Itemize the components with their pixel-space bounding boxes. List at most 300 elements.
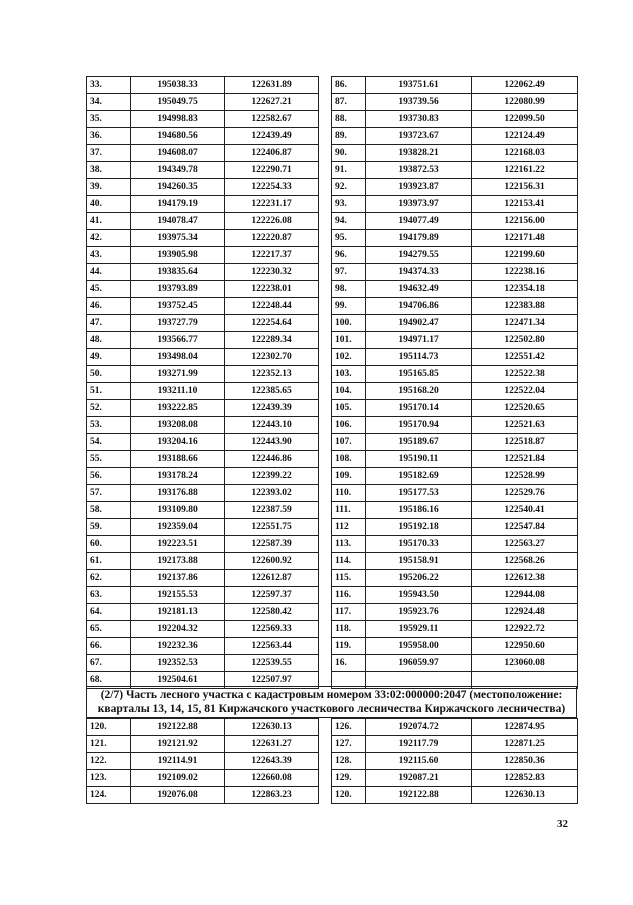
coordinate-y-cell: 122597.37: [225, 587, 319, 604]
table-row: [87, 179, 319, 196]
point-number-cell: 93.: [332, 196, 366, 213]
coordinate-x-cell: 194680.56: [131, 128, 225, 145]
coordinate-x-cell: 195170.14: [366, 400, 472, 417]
coordinate-y-cell: 122587.39: [225, 536, 319, 553]
coordinate-x-cell: 192232.36: [131, 638, 225, 655]
coordinate-x-cell: 192204.32: [131, 621, 225, 638]
point-number-cell: 124.: [87, 787, 131, 804]
coordinate-x-cell: 195206.22: [366, 570, 472, 587]
coordinate-x-cell: 194260.35: [131, 179, 225, 196]
coordinate-x-cell: 193730.83: [366, 111, 472, 128]
point-number-cell: 40.: [87, 196, 131, 213]
point-number-cell: 52.: [87, 400, 131, 417]
coordinate-y-cell: 122443.10: [225, 417, 319, 434]
point-number-cell: 110.: [332, 485, 366, 502]
table-row: [332, 213, 578, 230]
coordinate-x-cell: 193566.77: [131, 332, 225, 349]
coordinate-x-cell: 195049.75: [131, 94, 225, 111]
point-number-cell: 51.: [87, 383, 131, 400]
table-row: [87, 332, 319, 349]
coordinate-x-cell: 195165.85: [366, 366, 472, 383]
coordinate-x-cell: 193271.99: [131, 366, 225, 383]
coordinate-x-cell: 194349.78: [131, 162, 225, 179]
coordinate-y-cell: 122922.72: [472, 621, 578, 638]
coordinate-x-cell: 195958.00: [366, 638, 472, 655]
point-number-cell: 123.: [87, 770, 131, 787]
coordinates-table-top-right: [331, 76, 578, 689]
table-row: [87, 400, 319, 417]
table-row: [87, 349, 319, 366]
point-number-cell: 44.: [87, 264, 131, 281]
coordinate-y-cell: 122443.90: [225, 434, 319, 451]
coordinate-y-cell: 122529.76: [472, 485, 578, 502]
coordinate-x-cell: 195192.18: [366, 519, 472, 536]
table-row: [332, 451, 578, 468]
coordinate-x-cell: 193211.10: [131, 383, 225, 400]
point-number-cell: 41.: [87, 213, 131, 230]
point-number-cell: 127.: [332, 736, 366, 753]
coordinate-y-cell: 122226.08: [225, 213, 319, 230]
point-number-cell: 122.: [87, 753, 131, 770]
coordinate-x-cell: 195158.91: [366, 553, 472, 570]
table-row: [332, 434, 578, 451]
point-number-cell: 59.: [87, 519, 131, 536]
table-row: [332, 536, 578, 553]
point-number-cell: 103.: [332, 366, 366, 383]
coordinate-x-cell: 193498.04: [131, 349, 225, 366]
coordinate-y-cell: 122547.84: [472, 519, 578, 536]
coordinate-y-cell: 122161.22: [472, 162, 578, 179]
point-number-cell: 49.: [87, 349, 131, 366]
coordinate-y-cell: 122568.26: [472, 553, 578, 570]
coordinate-x-cell: 193176.88: [131, 485, 225, 502]
coordinate-x-cell: 194902.47: [366, 315, 472, 332]
coordinate-y-cell: 122630.13: [225, 719, 319, 736]
coordinate-x-cell: 192181.13: [131, 604, 225, 621]
coordinate-y-cell: 122393.02: [225, 485, 319, 502]
point-number-cell: 50.: [87, 366, 131, 383]
coordinate-y-cell: 122220.87: [225, 230, 319, 247]
point-number-cell: 109.: [332, 468, 366, 485]
point-number-cell: 61.: [87, 553, 131, 570]
coordinate-y-cell: 122354.18: [472, 281, 578, 298]
table-row: [332, 383, 578, 400]
coordinate-y-cell: 122521.63: [472, 417, 578, 434]
coordinate-y-cell: 122352.13: [225, 366, 319, 383]
table-row: [332, 230, 578, 247]
coordinate-x-cell: 193188.66: [131, 451, 225, 468]
coordinate-y-cell: 122099.50: [472, 111, 578, 128]
coordinate-y-cell: 122944.08: [472, 587, 578, 604]
coordinate-y-cell: 122153.41: [472, 196, 578, 213]
point-number-cell: 54.: [87, 434, 131, 451]
section-caption: (2/7) Часть лесного участка с кадастровым номером 33:02:000000:2047 (местоположение: кварталы 13, 14, 15, 81 Киржачского участкового лесничества Киржачского лесничества): [86, 686, 577, 718]
point-number-cell: 46.: [87, 298, 131, 315]
table-row: [87, 281, 319, 298]
table-row: [332, 281, 578, 298]
coordinates-table-top-left: [86, 76, 319, 689]
point-number-cell: 90.: [332, 145, 366, 162]
table-row: [87, 315, 319, 332]
coordinate-y-cell: 122254.33: [225, 179, 319, 196]
table-row: [87, 502, 319, 519]
coordinate-x-cell: 193872.53: [366, 162, 472, 179]
table-row: [87, 213, 319, 230]
coordinate-x-cell: 192074.72: [366, 719, 472, 736]
table-row: [87, 787, 319, 804]
coordinate-x-cell: 192114.91: [131, 753, 225, 770]
point-number-cell: 48.: [87, 332, 131, 349]
table-row: [87, 638, 319, 655]
point-number-cell: 102.: [332, 349, 366, 366]
coordinates-table-bottom-left: [86, 718, 319, 804]
coordinate-y-cell: 123060.08: [472, 655, 578, 672]
coordinate-x-cell: 193975.34: [131, 230, 225, 247]
table-row: [332, 145, 578, 162]
table-row: [332, 247, 578, 264]
coordinate-x-cell: 195177.53: [366, 485, 472, 502]
coordinate-y-cell: 122924.48: [472, 604, 578, 621]
point-number-cell: 45.: [87, 281, 131, 298]
coordinate-y-cell: 122439.49: [225, 128, 319, 145]
point-number-cell: 88.: [332, 111, 366, 128]
coordinate-y-cell: 122502.80: [472, 332, 578, 349]
coordinate-x-cell: 195190.11: [366, 451, 472, 468]
coordinate-x-cell: 192137.86: [131, 570, 225, 587]
coordinate-x-cell: 195923.76: [366, 604, 472, 621]
point-number-cell: 68.: [87, 672, 131, 689]
table-row: [332, 719, 578, 736]
coordinate-x-cell: 192117.79: [366, 736, 472, 753]
coordinate-y-cell: 122168.03: [472, 145, 578, 162]
coordinate-x-cell: 193222.85: [131, 400, 225, 417]
table-row: [332, 753, 578, 770]
table-row: [87, 604, 319, 621]
table-row: [87, 366, 319, 383]
coordinate-y-cell: 122569.33: [225, 621, 319, 638]
table-row: [87, 94, 319, 111]
coordinate-y-cell: 122551.75: [225, 519, 319, 536]
coordinate-x-cell: 192155.53: [131, 587, 225, 604]
point-number-cell: 113.: [332, 536, 366, 553]
table-row: [87, 145, 319, 162]
point-number-cell: 33.: [87, 77, 131, 94]
point-number-cell: 126.: [332, 719, 366, 736]
coordinate-x-cell: 192122.88: [131, 719, 225, 736]
coordinate-y-cell: 122254.64: [225, 315, 319, 332]
coordinate-y-cell: 122643.39: [225, 753, 319, 770]
table-row: [332, 468, 578, 485]
table-row: [332, 787, 578, 804]
table-row: [332, 162, 578, 179]
coordinate-x-cell: 195170.33: [366, 536, 472, 553]
coordinate-x-cell: 192076.08: [131, 787, 225, 804]
table-row: [332, 366, 578, 383]
coordinate-y-cell: 122238.01: [225, 281, 319, 298]
coordinate-x-cell: 193905.98: [131, 247, 225, 264]
coordinate-y-cell: 122507.97: [225, 672, 319, 689]
table-row: [332, 570, 578, 587]
coordinate-y-cell: 122563.44: [225, 638, 319, 655]
point-number-cell: 38.: [87, 162, 131, 179]
point-number-cell: 65.: [87, 621, 131, 638]
coordinate-y-cell: 122612.87: [225, 570, 319, 587]
point-number-cell: 128.: [332, 753, 366, 770]
coordinate-x-cell: 193751.61: [366, 77, 472, 94]
page-number: 32: [557, 818, 568, 830]
coordinate-x-cell: 193752.45: [131, 298, 225, 315]
coordinate-x-cell: 195186.16: [366, 502, 472, 519]
point-number-cell: 53.: [87, 417, 131, 434]
coordinate-y-cell: 122660.08: [225, 770, 319, 787]
coordinate-y-cell: 122289.34: [225, 332, 319, 349]
coordinate-y-cell: 122231.17: [225, 196, 319, 213]
coordinate-y-cell: 122627.21: [225, 94, 319, 111]
point-number-cell: 37.: [87, 145, 131, 162]
coordinate-y-cell: 122850.36: [472, 753, 578, 770]
table-row: [87, 162, 319, 179]
coordinate-y-cell: 122156.31: [472, 179, 578, 196]
table-row: [332, 553, 578, 570]
coordinate-x-cell: 195168.20: [366, 383, 472, 400]
point-number-cell: 66.: [87, 638, 131, 655]
coordinate-x-cell: 192173.88: [131, 553, 225, 570]
coordinate-y-cell: 122385.65: [225, 383, 319, 400]
point-number-cell: 104.: [332, 383, 366, 400]
table-row: [332, 519, 578, 536]
coordinate-y-cell: 122582.67: [225, 111, 319, 128]
point-number-cell: 95.: [332, 230, 366, 247]
table-row: [87, 128, 319, 145]
point-number-cell: 121.: [87, 736, 131, 753]
table-row: [87, 77, 319, 94]
coordinate-y-cell: 122080.99: [472, 94, 578, 111]
coordinate-y-cell: 122062.49: [472, 77, 578, 94]
coordinate-x-cell: 193109.80: [131, 502, 225, 519]
point-number-cell: 62.: [87, 570, 131, 587]
point-number-cell: 106.: [332, 417, 366, 434]
table-row: [332, 485, 578, 502]
point-number-cell: 100.: [332, 315, 366, 332]
point-number-cell: 86.: [332, 77, 366, 94]
coordinate-y-cell: 122406.87: [225, 145, 319, 162]
point-number-cell: 56.: [87, 468, 131, 485]
table-row: [87, 655, 319, 672]
coordinate-y-cell: 122852.83: [472, 770, 578, 787]
table-row: [332, 638, 578, 655]
coordinate-y-cell: 122230.32: [225, 264, 319, 281]
point-number-cell: 57.: [87, 485, 131, 502]
table-row: [87, 770, 319, 787]
coordinate-y-cell: 122539.55: [225, 655, 319, 672]
coordinate-x-cell: 193793.89: [131, 281, 225, 298]
coordinate-x-cell: 195038.33: [131, 77, 225, 94]
point-number-cell: 112: [332, 519, 366, 536]
table-row: [332, 770, 578, 787]
table-row: [332, 400, 578, 417]
coordinate-y-cell: 122600.92: [225, 553, 319, 570]
table-row: [87, 553, 319, 570]
point-number-cell: 64.: [87, 604, 131, 621]
coordinate-x-cell: 195943.50: [366, 587, 472, 604]
point-number-cell: 16.: [332, 655, 366, 672]
point-number-cell: 91.: [332, 162, 366, 179]
table-row: [332, 315, 578, 332]
coordinate-x-cell: 196059.97: [366, 655, 472, 672]
point-number-cell: 120.: [332, 787, 366, 804]
table-row: [87, 196, 319, 213]
coordinate-x-cell: 193178.24: [131, 468, 225, 485]
point-number-cell: 114.: [332, 553, 366, 570]
coordinate-y-cell: 122446.86: [225, 451, 319, 468]
table-row: [332, 264, 578, 281]
coordinate-y-cell: 122521.84: [472, 451, 578, 468]
table-row: [332, 94, 578, 111]
coordinate-y-cell: 122950.60: [472, 638, 578, 655]
coordinate-y-cell: 122528.99: [472, 468, 578, 485]
coordinate-x-cell: 194971.17: [366, 332, 472, 349]
coordinate-y-cell: 122171.48: [472, 230, 578, 247]
point-number-cell: 117.: [332, 604, 366, 621]
table-row: [332, 298, 578, 315]
coordinate-y-cell: 122551.42: [472, 349, 578, 366]
table-row: [87, 468, 319, 485]
table-row: [332, 332, 578, 349]
coordinate-y-cell: 122863.23: [225, 787, 319, 804]
table-row: [332, 349, 578, 366]
coordinate-y-cell: 122238.16: [472, 264, 578, 281]
coordinate-x-cell: 193208.08: [131, 417, 225, 434]
coordinate-y-cell: 122520.65: [472, 400, 578, 417]
coordinate-y-cell: 122248.44: [225, 298, 319, 315]
point-number-cell: 63.: [87, 587, 131, 604]
coordinate-x-cell: 192223.51: [131, 536, 225, 553]
coordinate-x-cell: 194279.55: [366, 247, 472, 264]
table-row: [87, 570, 319, 587]
coordinate-y-cell: 122522.04: [472, 383, 578, 400]
table-row: [87, 485, 319, 502]
coordinate-x-cell: 194998.83: [131, 111, 225, 128]
coordinate-x-cell: 194608.07: [131, 145, 225, 162]
coordinate-x-cell: 193727.79: [131, 315, 225, 332]
point-number-cell: 97.: [332, 264, 366, 281]
coordinate-x-cell: 193739.56: [366, 94, 472, 111]
table-row: [332, 502, 578, 519]
point-number-cell: 96.: [332, 247, 366, 264]
table-row: [332, 128, 578, 145]
coordinate-y-cell: 122302.70: [225, 349, 319, 366]
table-row: [87, 621, 319, 638]
coordinate-x-cell: 194078.47: [131, 213, 225, 230]
point-number-cell: 120.: [87, 719, 131, 736]
coordinate-x-cell: 195114.73: [366, 349, 472, 366]
point-number-cell: 89.: [332, 128, 366, 145]
point-number-cell: 35.: [87, 111, 131, 128]
point-number-cell: 94.: [332, 213, 366, 230]
point-number-cell: 105.: [332, 400, 366, 417]
coordinate-x-cell: 192115.60: [366, 753, 472, 770]
coordinate-x-cell: 193828.21: [366, 145, 472, 162]
point-number-cell: 60.: [87, 536, 131, 553]
coordinate-x-cell: 192504.61: [131, 672, 225, 689]
coordinate-x-cell: 194179.89: [366, 230, 472, 247]
point-number-cell: 47.: [87, 315, 131, 332]
point-number-cell: 108.: [332, 451, 366, 468]
coordinate-y-cell: 122156.00: [472, 213, 578, 230]
table-row: [332, 604, 578, 621]
coordinate-x-cell: 195929.11: [366, 621, 472, 638]
point-number-cell: 67.: [87, 655, 131, 672]
coordinate-y-cell: 122631.27: [225, 736, 319, 753]
coordinate-x-cell: 195170.94: [366, 417, 472, 434]
coordinate-x-cell: 194632.49: [366, 281, 472, 298]
point-number-cell: 39.: [87, 179, 131, 196]
table-row: [87, 298, 319, 315]
coordinate-x-cell: 193973.97: [366, 196, 472, 213]
point-number-cell: 55.: [87, 451, 131, 468]
table-row: [332, 655, 578, 672]
table-row: [87, 417, 319, 434]
coordinates-table-bottom-right: [331, 718, 578, 804]
coordinate-y-cell: 122383.88: [472, 298, 578, 315]
coordinate-y-cell: 122630.13: [472, 787, 578, 804]
coordinate-y-cell: 122199.60: [472, 247, 578, 264]
table-row: [332, 196, 578, 213]
point-number-cell: 101.: [332, 332, 366, 349]
point-number-cell: 107.: [332, 434, 366, 451]
coordinate-y-cell: 122612.38: [472, 570, 578, 587]
coordinate-x-cell: 195182.69: [366, 468, 472, 485]
table-row: [332, 111, 578, 128]
point-number-cell: 115.: [332, 570, 366, 587]
table-row: [87, 719, 319, 736]
table-row: [87, 519, 319, 536]
table-row: [87, 451, 319, 468]
coordinate-x-cell: 193835.64: [131, 264, 225, 281]
table-row: [332, 587, 578, 604]
coordinate-y-cell: 122540.41: [472, 502, 578, 519]
coordinate-x-cell: 192087.21: [366, 770, 472, 787]
table-row: [332, 621, 578, 638]
point-number-cell: 119.: [332, 638, 366, 655]
point-number-cell: 92.: [332, 179, 366, 196]
coordinate-y-cell: 122522.38: [472, 366, 578, 383]
coordinate-x-cell: 192352.53: [131, 655, 225, 672]
coordinate-x-cell: 192122.88: [366, 787, 472, 804]
table-row: [87, 383, 319, 400]
point-number-cell: 118.: [332, 621, 366, 638]
table-row: [87, 736, 319, 753]
coordinate-x-cell: 194706.86: [366, 298, 472, 315]
coordinate-y-cell: 122580.42: [225, 604, 319, 621]
coordinate-y-cell: 122518.87: [472, 434, 578, 451]
coordinate-y-cell: 122124.49: [472, 128, 578, 145]
table-row: [87, 247, 319, 264]
table-row: [332, 736, 578, 753]
coordinate-x-cell: 192109.02: [131, 770, 225, 787]
coordinate-x-cell: 192359.04: [131, 519, 225, 536]
coordinate-y-cell: 122439.39: [225, 400, 319, 417]
table-row: [87, 753, 319, 770]
point-number-cell: 111.: [332, 502, 366, 519]
table-row: [332, 417, 578, 434]
table-row: [87, 264, 319, 281]
point-number-cell: 116.: [332, 587, 366, 604]
point-number-cell: 87.: [332, 94, 366, 111]
coordinate-y-cell: 122290.71: [225, 162, 319, 179]
coordinate-y-cell: 122563.27: [472, 536, 578, 553]
coordinate-x-cell: 194179.19: [131, 196, 225, 213]
